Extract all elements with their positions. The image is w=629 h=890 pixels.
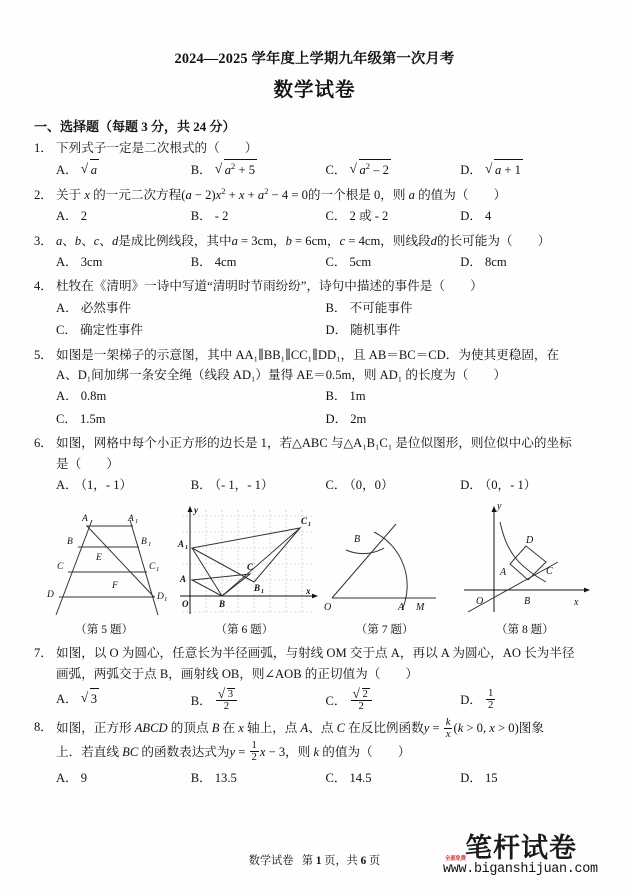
section-heading: 一、选择题（每题 3 分，共 24 分） — [34, 119, 236, 134]
svg-text:A: A — [500, 567, 507, 579]
question-6-stem-line1: 如图，网格中每个小正方形的边长是 1，若△ABC 与△A₁B₁C₁ 是位似图形，则位似中心的坐标 — [56, 436, 572, 451]
svg-text:D: D — [526, 535, 534, 547]
svg-text:y: y — [497, 502, 502, 513]
question-5 — [34, 345, 595, 431]
question-1-options — [34, 159, 595, 181]
exam-title-line2: 数学试卷 — [273, 80, 356, 101]
question-7-stem — [56, 643, 595, 684]
option-1-C[interactable]: C． √ $a^2 - 2$ — [326, 159, 461, 181]
footer-page-label-2: 页，共 — [324, 855, 358, 867]
option-6-A[interactable]: A． （1，- 1） — [56, 477, 133, 492]
question-5-number: 5． — [34, 347, 53, 362]
figure-strip — [34, 502, 595, 620]
footer-page-number: 1 — [315, 855, 322, 867]
svg-text:1: 1 — [261, 589, 264, 596]
svg-text:1: 1 — [308, 522, 311, 529]
svg-text:A: A — [178, 539, 185, 550]
svg-text:D: D — [157, 592, 164, 603]
question-6-stem — [56, 433, 595, 474]
watermark-brand: 笔杆试卷 — [465, 833, 577, 865]
footer-page-label-1: 第 — [301, 855, 314, 867]
radical-a2minus2: √ $a^2 - 2$ — [350, 159, 391, 181]
option-2-A[interactable]: A． 2 — [56, 209, 87, 224]
svg-text:C: C — [301, 516, 308, 527]
option-5-C[interactable]: C． 1.5m — [56, 411, 106, 426]
question-3-stem: a、b、c、d是成比例线段，其中a = 3cm，b = 6cm，c = 4cm，则线段d的长可能为（ ） — [56, 233, 551, 248]
option-4-D[interactable]: D． 随机事件 — [325, 323, 401, 338]
figure-5-ladder — [34, 502, 174, 620]
option-2-C[interactable]: C． 2 或 - 2 — [325, 209, 389, 224]
question-5-stem-line2: A、D₁间加绑一条安全绳（线段 AD₁）量得 AE＝0.5m，则 AD₁ 的长度为（ ） — [56, 367, 507, 382]
svg-text:A: A — [180, 574, 187, 585]
fraction-sqrt3-over-2: √ $\frac{3}{2}$ — [216, 688, 237, 712]
option-5-B[interactable]: B． 1m — [325, 389, 366, 404]
site-watermark[interactable] — [443, 835, 621, 878]
svg-text:B: B — [219, 599, 226, 610]
figure-captions — [34, 621, 595, 637]
svg-text:E: E — [96, 553, 102, 564]
option-1-D[interactable]: D． √ a + 1 — [460, 159, 595, 181]
question-7-stem-line1: 如图，以 O 为圆心，任意长为半径画弧，与射线 OM 交于点 A，再以 A 为圆心，AO 长为半径 — [56, 646, 575, 661]
radical-3: √ 3 — [81, 688, 99, 710]
figure-6-caption: （第 6 题） — [215, 623, 274, 637]
svg-text:A: A — [128, 514, 134, 525]
figure-8-caption: （第 8 题） — [495, 623, 554, 637]
question-8-number: 8． — [34, 719, 53, 734]
question-7-number: 7． — [34, 646, 53, 661]
svg-text:y: y — [194, 505, 198, 516]
footer-total-pages: 6 — [360, 855, 367, 867]
question-2-stem: 关于 x 的一元二次方程$(a - 2)x^2 + x + a^2 - 4 = 0$的一个根是 0，则 a 的值为（ ） — [56, 185, 507, 202]
question-4-options-row1 — [34, 298, 595, 319]
question-3 — [34, 231, 595, 274]
svg-text:A: A — [398, 602, 405, 614]
svg-text:C: C — [247, 562, 254, 573]
option-7-D[interactable]: D． $\frac{1}{2}$ — [460, 687, 494, 712]
question-8-stem-line1: 如图，正方形 ABCD 的顶点 B 在 x 轴上，点 A、点 C 在反比例函数y = $\frac{k}{x}$ (k > 0, x > 0)图象 — [56, 715, 544, 740]
svg-text:1: 1 — [185, 545, 188, 552]
question-5-options-row1 — [34, 386, 595, 407]
option-1-A[interactable]: A． √ a — [56, 159, 191, 181]
question-4-options-row2 — [34, 320, 595, 341]
svg-text:B: B — [141, 537, 147, 548]
option-7-B[interactable]: B． √ $\frac{3}{2}$ — [191, 688, 326, 712]
question-7 — [34, 643, 595, 712]
footer-subject: 数学试卷 — [248, 855, 294, 867]
radical-a: √ a — [81, 159, 99, 181]
option-4-C[interactable]: C． 确定性事件 — [56, 323, 143, 338]
option-3-C[interactable]: C． 5cm — [325, 254, 372, 269]
question-3-options — [34, 252, 595, 273]
question-1 — [34, 138, 595, 182]
question-7-stem-line2: 画弧，两弧交于点 B，画射线 OB，则∠AOB 的正切值为（ ） — [56, 666, 419, 681]
svg-text:O: O — [182, 599, 189, 610]
svg-text:1: 1 — [135, 518, 139, 526]
svg-text:B: B — [67, 537, 73, 548]
question-8 — [34, 717, 595, 789]
exam-title-line1: 2024—2025 学年度上学期九年级第一次月考 — [174, 51, 455, 67]
radical-a2plus5: √ $a^2 + 5$ — [215, 159, 257, 181]
option-7-C[interactable]: C． √ $\frac{2}{2}$ — [326, 688, 461, 712]
svg-text:C: C — [57, 562, 64, 573]
question-2-options — [34, 206, 595, 227]
svg-text:x: x — [306, 586, 311, 597]
svg-text:1: 1 — [148, 541, 152, 549]
watermark-free-tag: 全部免费 — [445, 855, 466, 862]
option-2-B[interactable]: B． - 2 — [190, 209, 229, 224]
svg-text:C: C — [546, 566, 553, 578]
svg-text:O: O — [324, 602, 332, 614]
svg-text:A: A — [82, 514, 88, 525]
option-3-A[interactable]: A． 3cm — [56, 254, 103, 269]
option-6-D[interactable]: D． （0，- 1） — [460, 477, 537, 492]
svg-text:x: x — [574, 597, 579, 609]
fraction-sqrt2-over-2: √ $\frac{2}{2}$ — [351, 688, 372, 712]
figure-8-square-hyperbola — [454, 502, 604, 620]
svg-text:B: B — [254, 583, 261, 594]
question-5-stem-line1: 如图是一架梯子的示意图，其中 AA₁∥BB₁∥CC₁∥DD₁，且 AB＝BC＝CD．为使其更稳固，在 — [56, 347, 560, 362]
question-1-stem: 下列式子一定是二次根式的（ ） — [56, 141, 258, 155]
question-6-number: 6． — [34, 436, 53, 451]
footer-page-label-3: 页 — [369, 855, 381, 867]
question-1-number: 1． — [34, 141, 53, 155]
svg-text:1: 1 — [164, 596, 168, 604]
figure-6-grid — [174, 502, 324, 620]
svg-text:1: 1 — [156, 566, 160, 574]
fraction-1-over-2: $\frac{1}{2}$ — [487, 687, 494, 712]
svg-text:M: M — [416, 602, 425, 614]
option-6-B[interactable]: B． （- 1，- 1） — [190, 477, 274, 492]
option-8-B[interactable]: B． 13.5 — [190, 770, 237, 785]
option-8-A[interactable]: A． 9 — [56, 770, 87, 785]
question-8-options — [34, 768, 595, 789]
option-5-A[interactable]: A． 0.8m — [56, 389, 107, 404]
question-8-stem-line2: 上．若直线 BC 的函数表达式为y = $\frac{1}{2}$ x − 3，则 k 的值为（ ） — [56, 739, 411, 764]
question-4-number: 4． — [34, 279, 53, 294]
question-6 — [34, 433, 595, 496]
option-1-B[interactable]: B． √ $a^2 + 5$ — [191, 159, 326, 181]
svg-text:B: B — [354, 534, 361, 546]
option-8-C[interactable]: C． 14.5 — [325, 770, 372, 785]
svg-text:B: B — [524, 596, 531, 608]
svg-text:C: C — [149, 562, 156, 573]
question-3-number: 3． — [34, 233, 53, 248]
question-4-stem: 杜牧在《清明》一诗中写道“清明时节雨纷纷”，诗句中描述的事件是（ ） — [56, 279, 483, 294]
question-2 — [34, 185, 595, 228]
option-4-B[interactable]: B． 不可能事件 — [325, 300, 413, 315]
question-4 — [34, 276, 595, 341]
figure-5-caption: （第 5 题） — [75, 623, 134, 637]
option-4-A[interactable]: A． 必然事件 — [56, 300, 132, 315]
option-8-D[interactable]: D． 15 — [460, 770, 498, 785]
question-5-options-row2 — [34, 409, 595, 430]
figure-7-angle-construction — [324, 502, 454, 620]
question-2-number: 2． — [34, 187, 53, 202]
option-3-D[interactable]: D． 8cm — [460, 254, 507, 269]
watermark-url: www.biganshijuan.com — [443, 862, 598, 878]
question-5-stem — [56, 345, 595, 386]
question-8-stem — [56, 717, 595, 764]
option-2-D[interactable]: D． 4 — [460, 209, 492, 224]
svg-text:F: F — [112, 581, 118, 592]
option-3-B[interactable]: B． 4cm — [190, 254, 237, 269]
question-6-options — [34, 475, 595, 496]
svg-text:D: D — [47, 590, 54, 601]
option-5-D[interactable]: D． 2m — [325, 411, 367, 426]
option-6-C[interactable]: C． （0，0） — [325, 477, 394, 492]
svg-text:O: O — [476, 596, 484, 608]
question-6-stem-line2: 是（ ） — [56, 456, 119, 471]
radical-aplus1: √ a + 1 — [485, 159, 523, 181]
option-7-A[interactable]: A． √ 3 — [56, 688, 191, 712]
question-7-options — [34, 688, 595, 712]
figure-7-caption: （第 7 题） — [355, 623, 414, 637]
